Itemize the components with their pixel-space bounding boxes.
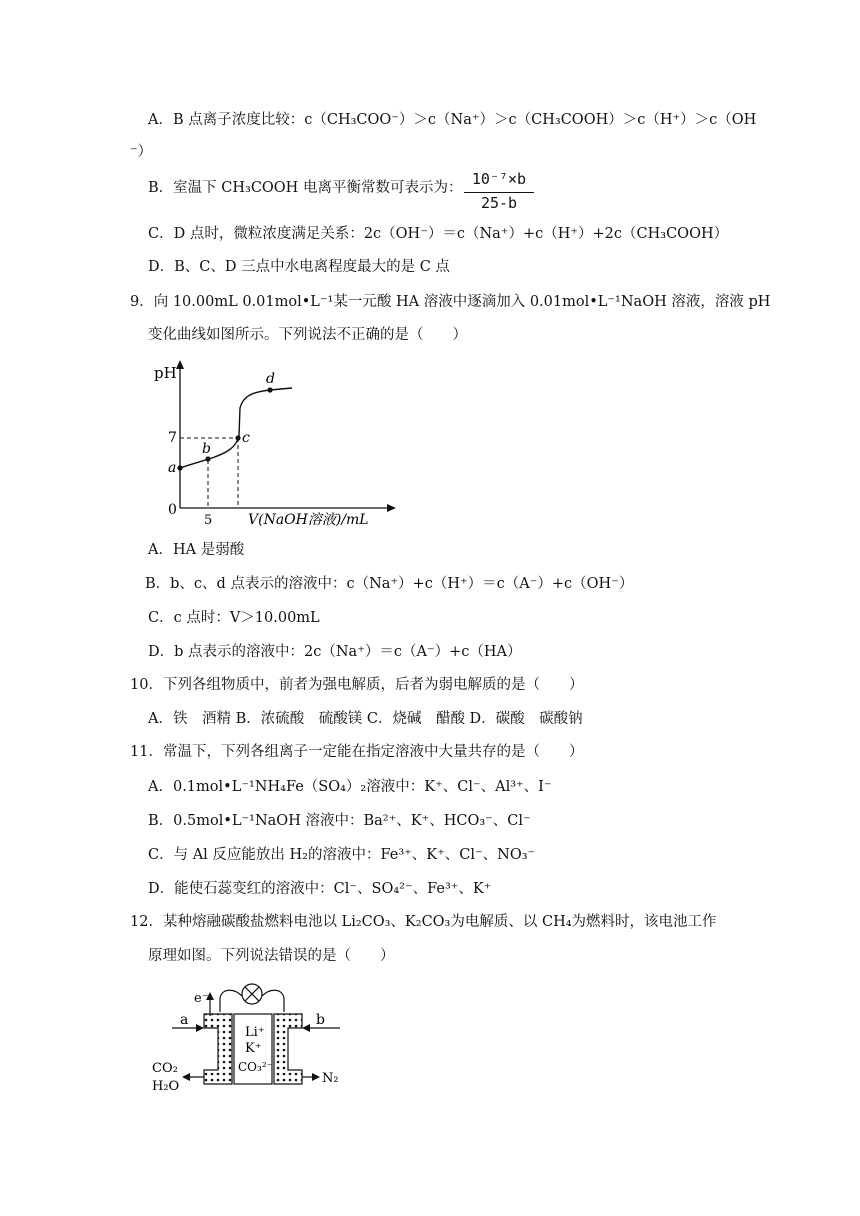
ph-curve bbox=[180, 388, 292, 468]
q11-option-d: D．能使石蕊变红的溶液中：Cl⁻、SO₄²⁻、Fe³⁺、K⁺ bbox=[148, 881, 492, 897]
x-axis-label: V(NaOH溶液)/mL bbox=[248, 512, 369, 528]
electron-label: e⁻ bbox=[194, 991, 209, 1006]
fraction-denominator: 25-b bbox=[480, 194, 518, 212]
q11-stem: 11．常温下，下列各组离子一定能在指定溶液中大量共存的是（ ） bbox=[130, 744, 584, 760]
y-tick-7: 7 bbox=[168, 430, 177, 446]
q11-option-c: C．与 Al 反应能放出 H₂的溶液中：Fe³⁺、K⁺、Cl⁻、NO₃⁻ bbox=[148, 847, 536, 863]
point-b bbox=[205, 456, 210, 461]
q8-option-b: B．室温下 CH₃COOH 电离平衡常数可表示为： bbox=[148, 180, 463, 196]
q9-option-d: D．b 点表示的溶液中：2c（Na⁺）＝c（A⁻）+c（HA） bbox=[148, 644, 522, 660]
inlet-a-arrow-icon bbox=[196, 1024, 204, 1032]
ion-co3: CO₃²⁻ bbox=[238, 1060, 273, 1074]
ion-li: Li⁺ bbox=[245, 1025, 265, 1040]
q9-ph-titration-graph bbox=[140, 356, 400, 532]
right-electrode bbox=[274, 1014, 302, 1084]
inlet-a-label: a bbox=[180, 1012, 189, 1028]
q11-option-b: B．0.5mol•L⁻¹NaOH 溶液中：Ba²⁺、K⁺、HCO₃⁻、Cl⁻ bbox=[148, 813, 531, 829]
label-point-c: c bbox=[242, 430, 250, 446]
circuit-wire-left bbox=[220, 990, 242, 1012]
label-point-b: b bbox=[202, 441, 211, 457]
q10-stem: 10．下列各组物质中，前者为强电解质，后者为弱电解质的是（ ） bbox=[130, 677, 584, 693]
q12-stem-line2: 原理如图。下列说法错误的是（ ） bbox=[148, 948, 395, 964]
q8-option-a-line1: A．B 点离子浓度比较：c（CH₃COO⁻）＞c（Na⁺）＞c（CH₃COOH）＞c（H⁺）＞c（OH bbox=[148, 112, 757, 128]
left-electrode bbox=[204, 1014, 232, 1084]
circuit-wire-right bbox=[262, 990, 284, 1012]
point-a bbox=[177, 465, 182, 470]
origin-label: 0 bbox=[168, 502, 177, 518]
point-d bbox=[267, 387, 272, 392]
label-point-d: d bbox=[266, 371, 275, 387]
inlet-b-label: b bbox=[316, 1012, 325, 1028]
point-c bbox=[235, 435, 240, 440]
q9-option-a: A．HA 是弱酸 bbox=[148, 542, 245, 558]
x-tick-5: 5 bbox=[204, 513, 213, 528]
q12-stem-line1: 12．某种熔融碳酸盐燃料电池以 Li₂CO₃、K₂CO₃为电解质、以 CH₄为燃料时，该电池工作 bbox=[130, 914, 717, 930]
q8-option-d: D．B、C、D 三点中水电离程度最大的是 C 点 bbox=[148, 259, 450, 275]
inlet-b-arrow-icon bbox=[302, 1024, 310, 1032]
q9-stem-line1: 9．向 10.00mL 0.01mol•L⁻¹某一元酸 HA 溶液中逐滴加入 0.01mol•L⁻¹NaOH 溶液，溶液 pH bbox=[130, 294, 771, 310]
outlet-co2-label: CO₂ bbox=[152, 1061, 178, 1076]
y-axis-label: pH bbox=[154, 364, 177, 382]
q11-option-a: A．0.1mol•L⁻¹NH₄Fe（SO₄）₂溶液中：K⁺、Cl⁻、Al³⁺、I⁻ bbox=[148, 779, 552, 795]
q8-option-c: C．D 点时，微粒浓度满足关系：2c（OH⁻）＝c（Na⁺）+c（H⁺）+2c（CH₃COOH） bbox=[148, 226, 729, 242]
label-point-a: a bbox=[168, 460, 177, 476]
fraction-numerator: 10⁻⁷×b bbox=[471, 170, 527, 188]
fraction-bar bbox=[464, 192, 534, 193]
outlet-h2o-label: H₂O bbox=[152, 1079, 180, 1094]
ion-k: K⁺ bbox=[245, 1041, 262, 1056]
y-axis-arrow-icon bbox=[176, 360, 184, 369]
x-axis-arrow-icon bbox=[387, 504, 396, 512]
q12-fuel-cell-diagram bbox=[150, 976, 370, 1096]
q8-option-b-fraction bbox=[464, 170, 534, 216]
q9-option-b: B．b、c、d 点表示的溶液中：c（Na⁺）+c（H⁺）＝c（A⁻）+c（OH⁻） bbox=[145, 576, 634, 592]
q9-option-c: C．c 点时：V＞10.00mL bbox=[148, 610, 320, 626]
outlet-n2-label: N₂ bbox=[322, 1071, 339, 1086]
q10-options: A．铁 酒精 B．浓硫酸 硫酸镁 C．烧碱 醋酸 D．碳酸 碳酸钠 bbox=[148, 711, 583, 727]
outlet-right-arrow-icon bbox=[312, 1073, 320, 1081]
q9-stem-line2: 变化曲线如图所示。下列说法不正确的是（ ） bbox=[148, 327, 467, 343]
outlet-left-arrow-icon bbox=[182, 1073, 190, 1081]
q8-option-a-line2: ⁻） bbox=[130, 144, 153, 160]
